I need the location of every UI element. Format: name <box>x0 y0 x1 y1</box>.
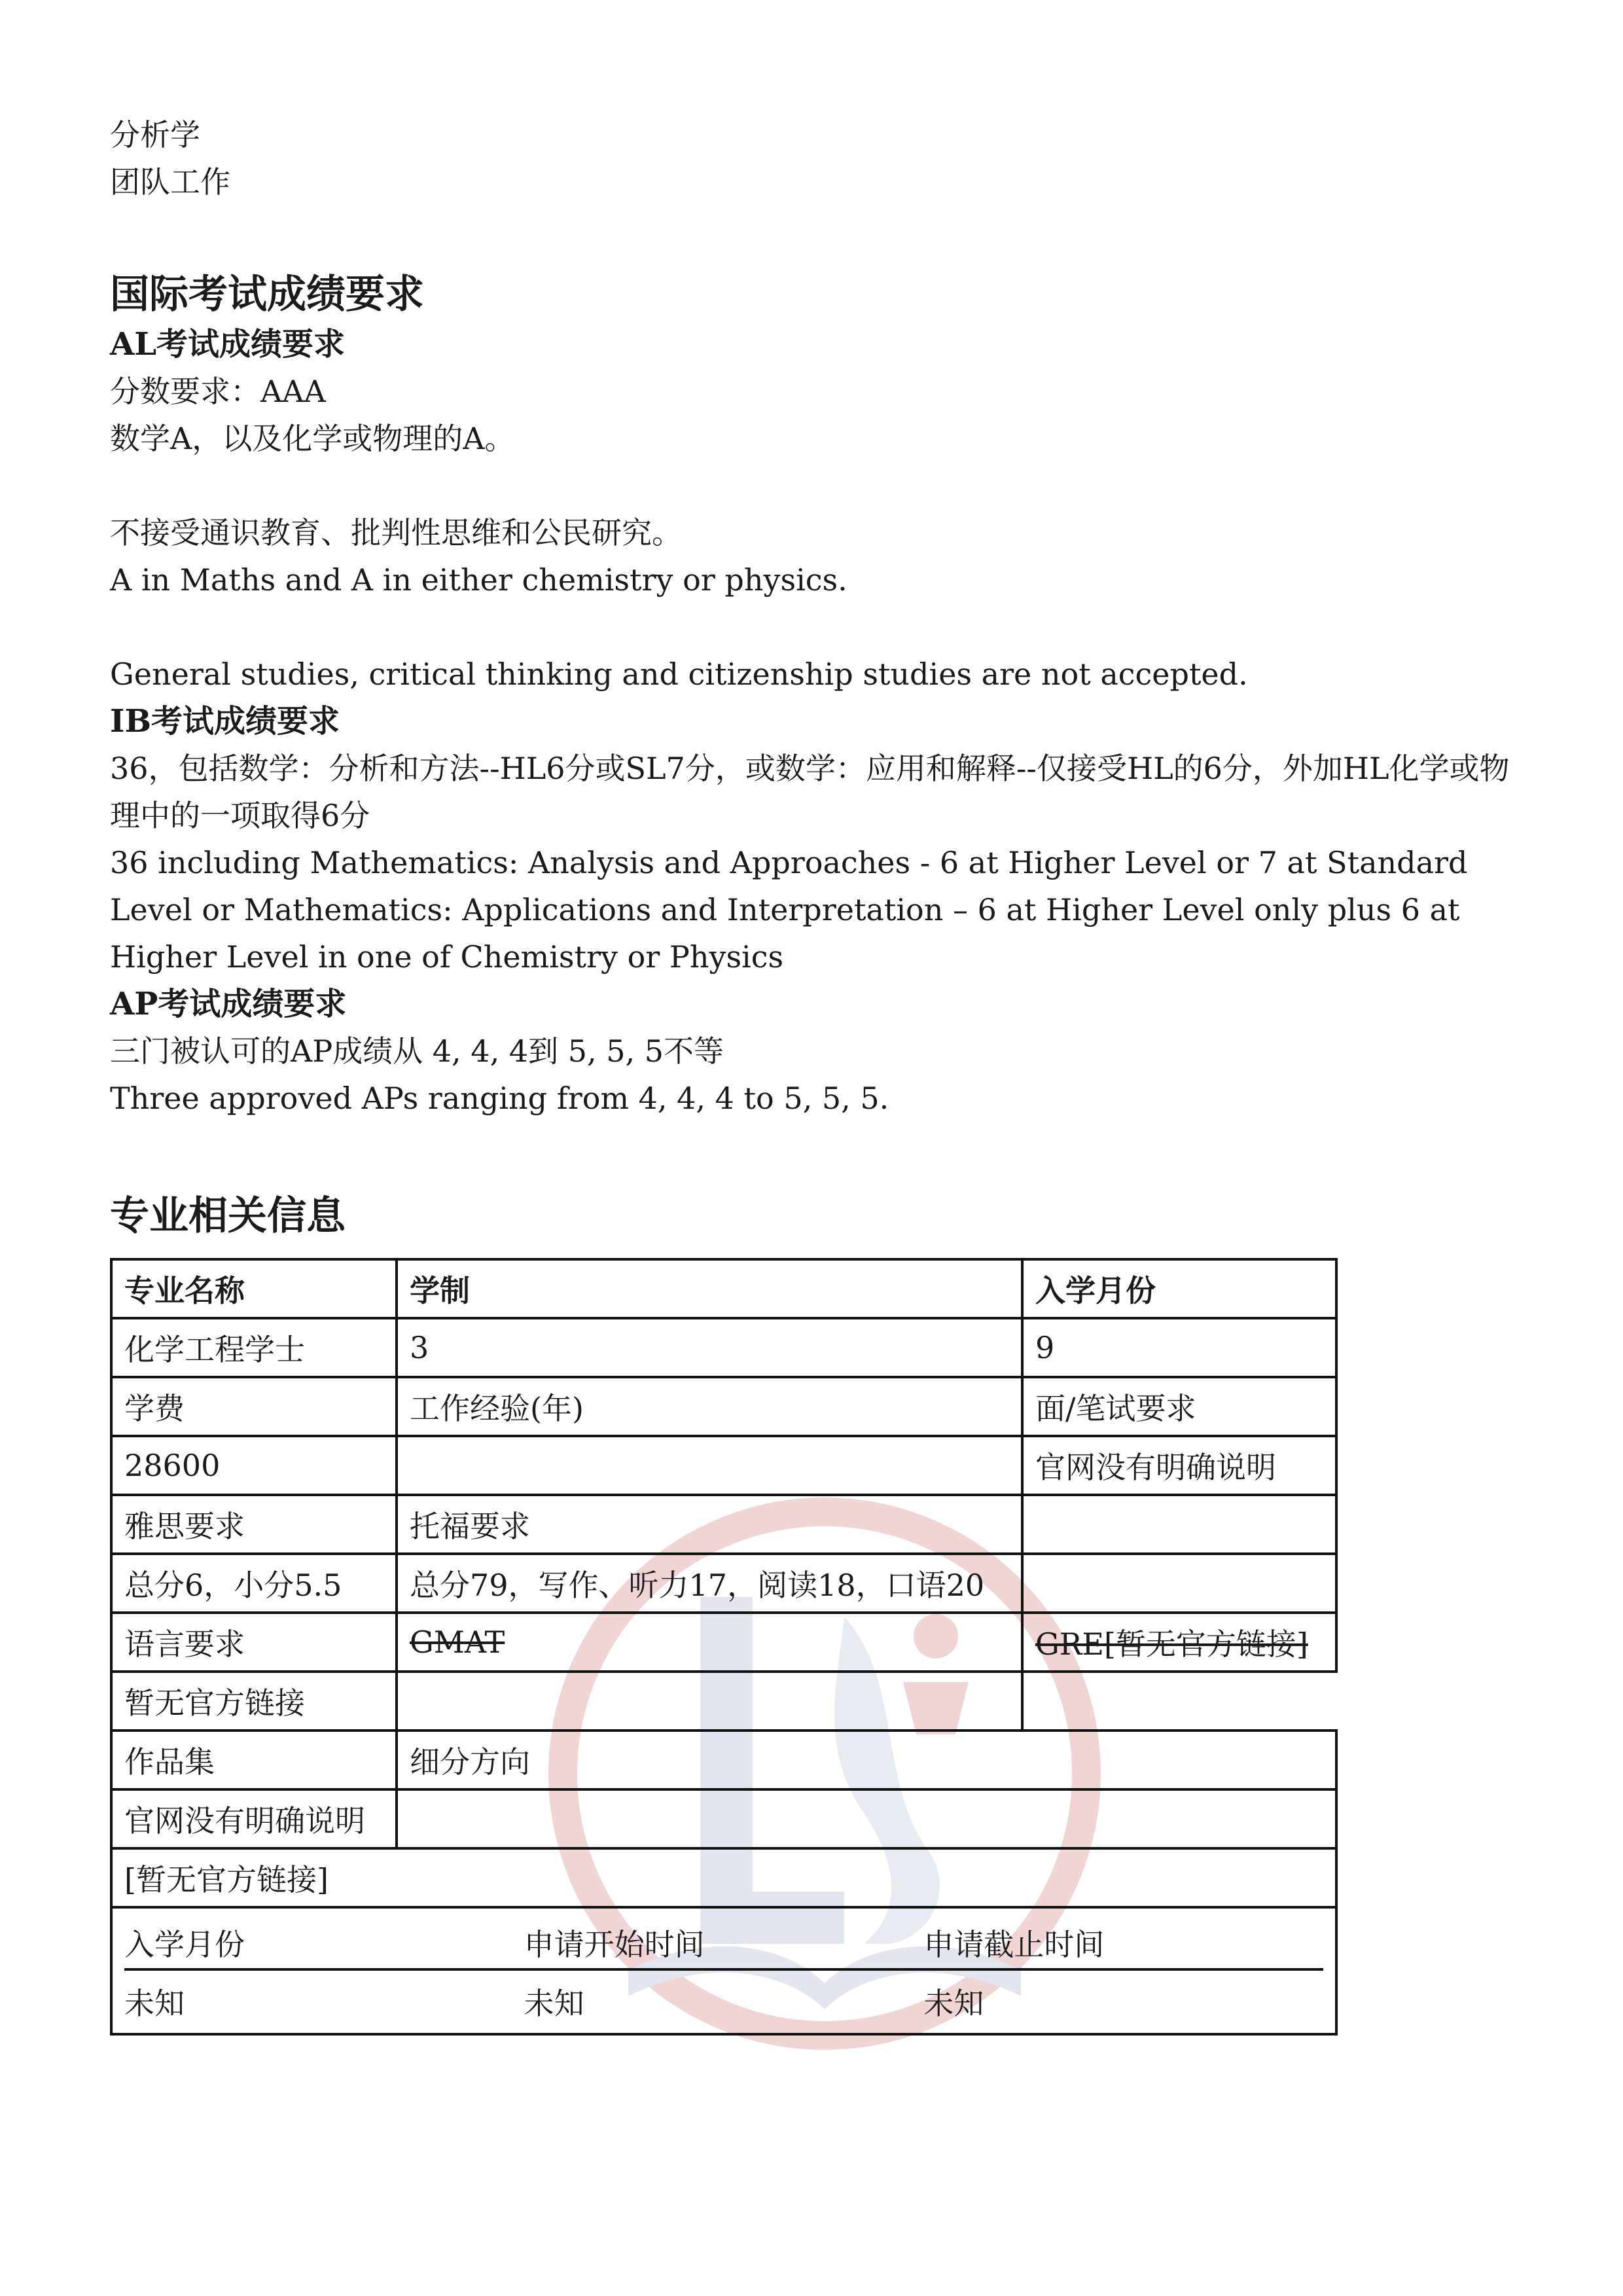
heading-al: AL考试成绩要求 <box>110 326 345 363</box>
table-row <box>111 1731 1336 1789</box>
table-cell-gre: GRE[暂无官方链接] <box>1022 1613 1336 1672</box>
program-info-table <box>110 1258 1338 2036</box>
schedule-values <box>124 1971 1323 2023</box>
table-cell <box>1022 1554 1336 1613</box>
table-cell <box>397 1789 1336 1848</box>
table-cell: 官网没有明确说明 <box>1022 1436 1336 1495</box>
table-cell <box>1022 1495 1336 1554</box>
heading-ap: AP考试成绩要求 <box>110 986 347 1022</box>
table-cell <box>397 1436 1022 1495</box>
table-cell: [暂无官方链接] <box>111 1848 1336 1907</box>
table-cell <box>1022 1672 1336 1731</box>
document-body <box>110 111 1517 1122</box>
schedule-value-intake: 未知 <box>124 1986 185 2021</box>
table-cell: 工作经验(年) <box>397 1377 1022 1436</box>
table-cell: 雅思要求 <box>111 1495 397 1554</box>
text-line: 分析学 <box>110 117 200 152</box>
table-cell: 总分6，小分5.5 <box>111 1554 397 1613</box>
text-line: A in Maths and A in either chemistry or physics. <box>110 562 847 598</box>
schedule-header-deadline: 申请截止时间 <box>923 1927 1105 1962</box>
table-cell: 托福要求 <box>397 1495 1022 1554</box>
table-row <box>111 1672 1336 1731</box>
schedule-cell <box>111 1907 1336 2034</box>
table-cell: 学费 <box>111 1377 397 1436</box>
table-cell: 细分方向 <box>397 1731 1336 1789</box>
table-cell: 作品集 <box>111 1731 397 1789</box>
table-cell: 官网没有明确说明 <box>111 1789 397 1848</box>
table-row <box>111 1318 1336 1377</box>
section-title-program: 专业相关信息 <box>110 1193 346 1239</box>
schedule-value-deadline: 未知 <box>923 1986 984 2021</box>
text-line: 三门被认可的AP成绩从 4, 4, 4到 5, 5, 5不等 <box>110 1033 724 1069</box>
text-line: 分数要求：AAA <box>110 374 326 409</box>
table-row <box>111 1848 1336 1907</box>
table-cell: 化学工程学士 <box>111 1318 397 1377</box>
table-row <box>111 1613 1336 1672</box>
table-header-cell: 专业名称 <box>111 1259 397 1318</box>
text-line: 数学A，以及化学或物理的A。 <box>110 421 515 456</box>
text-paragraph: 36 including Mathematics: Analysis and Approaches - 6 at Higher Level or 7 at Standard Level or Mathematics: Applications and Interpretation – 6 at Higher Level only plus 6 at Higher Level in one of Chemistry or Physics <box>110 845 1468 975</box>
text-line: General studies, critical thinking and citizenship studies are not accepted. <box>110 656 1248 692</box>
table-cell <box>397 1672 1022 1731</box>
table-header-cell: 学制 <box>397 1259 1022 1318</box>
section-title-intl-exams: 国际考试成绩要求 <box>110 272 424 317</box>
table-row <box>111 1436 1336 1495</box>
table-cell: 总分79，写作、听力17，阅读18，口语20 <box>397 1554 1022 1613</box>
table-cell-gmat: GMAT <box>397 1613 1022 1672</box>
table-cell: 3 <box>397 1318 1022 1377</box>
table-row <box>111 1377 1336 1436</box>
text-line: 团队工作 <box>110 164 230 200</box>
schedule-header <box>124 1918 1323 1971</box>
text-line: Three approved APs ranging from 4, 4, 4 to 5, 5, 5. <box>110 1081 889 1116</box>
table-row <box>111 1907 1336 2034</box>
table-row <box>111 1789 1336 1848</box>
table-header-cell: 入学月份 <box>1022 1259 1336 1318</box>
table-cell: 9 <box>1022 1318 1336 1377</box>
text-line: 不接受通识教育、批判性思维和公民研究。 <box>110 515 682 550</box>
table-cell: 28600 <box>111 1436 397 1495</box>
table-row <box>111 1259 1336 1318</box>
table-row <box>111 1554 1336 1613</box>
table-cell: 暂无官方链接 <box>111 1672 397 1731</box>
schedule-value-start: 未知 <box>524 1986 584 2021</box>
heading-ib: IB考试成绩要求 <box>110 703 340 740</box>
table-row <box>111 1495 1336 1554</box>
schedule-header-start: 申请开始时间 <box>524 1927 705 1962</box>
table-cell: 语言要求 <box>111 1613 397 1672</box>
table-cell: 面/笔试要求 <box>1022 1377 1336 1436</box>
text-paragraph: 36，包括数学：分析和方法--HL6分或SL7分，或数学：应用和解释--仅接受HL的6分，外加HL化学或物理中的一项取得6分 <box>110 751 1510 833</box>
schedule-header-intake: 入学月份 <box>124 1927 245 1962</box>
